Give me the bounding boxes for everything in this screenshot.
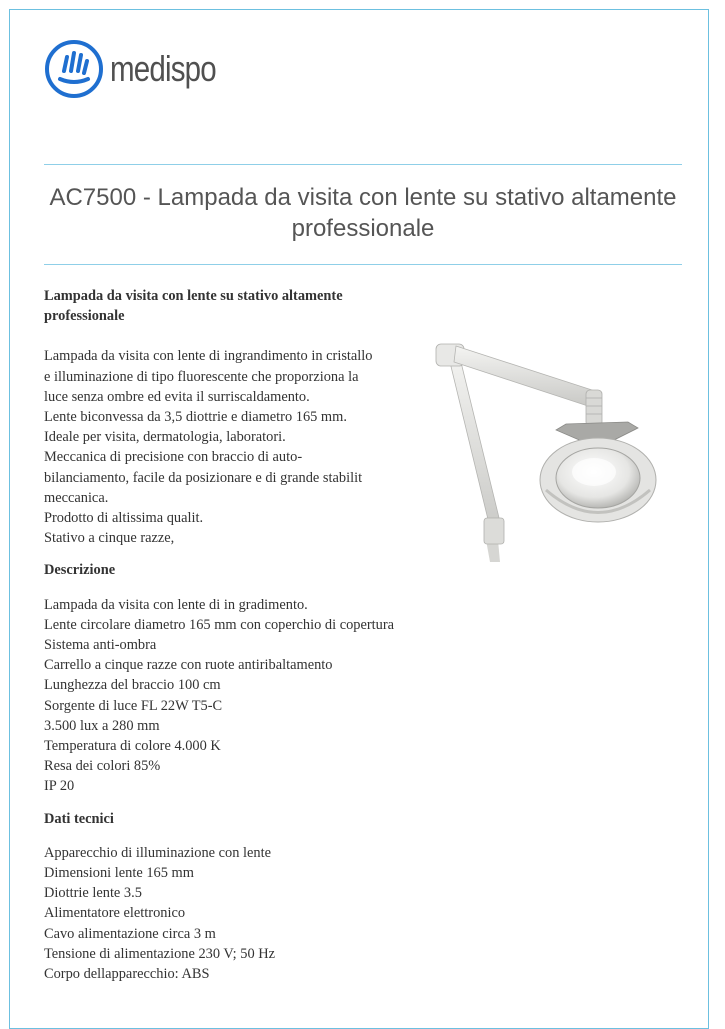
hand-circle-icon [44, 39, 104, 99]
page-title: AC7500 - Lampada da visita con lente su stativo altamente professionale [49, 184, 677, 242]
section-descrizione-text [44, 595, 424, 797]
text-line: Meccanica di precisione con braccio di auto- [44, 449, 303, 466]
text-line: Ideale per visita, dermatologia, laboratori. [44, 429, 286, 446]
section-heading-intro: Lampada da visita con lente su stativo altamente professionale [44, 288, 343, 325]
text-line: Cavo alimentazione circa 3 m [44, 925, 216, 942]
section-dati-tecnici-text [44, 843, 424, 984]
text-line: e illuminazione di tipo fluorescente che proporziona la [44, 368, 359, 385]
content-body [44, 286, 424, 984]
section-heading-descrizione: Descrizione [44, 562, 116, 579]
text-line: Temperatura di colore 4.000 K [44, 738, 221, 755]
text-line: bilanciamento, facile da posizionare e di grande stabilit [44, 469, 363, 486]
section-intro-text [44, 346, 424, 548]
text-line: Lampada da visita con lente di ingrandimento in cristallo [44, 348, 373, 365]
text-line: Carrello a cinque razze con ruote antiribaltamento [44, 657, 333, 674]
text-line: Dimensioni lente 165 mm [44, 865, 194, 882]
text-line: Corpo dellapparecchio: ABS [44, 966, 210, 983]
text-line: luce senza ombre ed evita il surriscaldamento. [44, 388, 310, 405]
text-line: Lente biconvessa da 3,5 diottrie e diametro 165 mm. [44, 409, 347, 426]
text-line: Lente circolare diametro 165 mm con coperchio di copertura [44, 616, 395, 633]
text-line: meccanica. [44, 489, 109, 506]
text-line: Diottrie lente 3.5 [44, 885, 142, 902]
brand-logo[interactable] [44, 38, 239, 100]
magnifier-lamp-image [428, 330, 672, 562]
text-line: Stativo a cinque razze, [44, 530, 175, 547]
text-line: Prodotto di altissima qualit. [44, 510, 204, 527]
top-divider [44, 164, 682, 165]
brand-name: medispo [110, 48, 216, 89]
text-line: Apparecchio di illuminazione con lente [44, 844, 271, 861]
text-line: 3.500 lux a 280 mm [44, 717, 160, 734]
section-heading-dati-tecnici: Dati tecnici [44, 810, 114, 827]
title-divider [44, 264, 682, 265]
text-line: Lunghezza del braccio 100 cm [44, 677, 221, 694]
text-line: IP 20 [44, 778, 75, 795]
text-line: Resa dei colori 85% [44, 758, 161, 775]
text-line: Sorgente di luce FL 22W T5-C [44, 697, 223, 714]
text-line: Tensione di alimentazione 230 V; 50 Hz [44, 945, 276, 962]
text-line: Alimentatore elettronico [44, 905, 186, 922]
text-line: Sistema anti-ombra [44, 637, 157, 654]
text-line: Lampada da visita con lente di in gradimento. [44, 596, 308, 613]
